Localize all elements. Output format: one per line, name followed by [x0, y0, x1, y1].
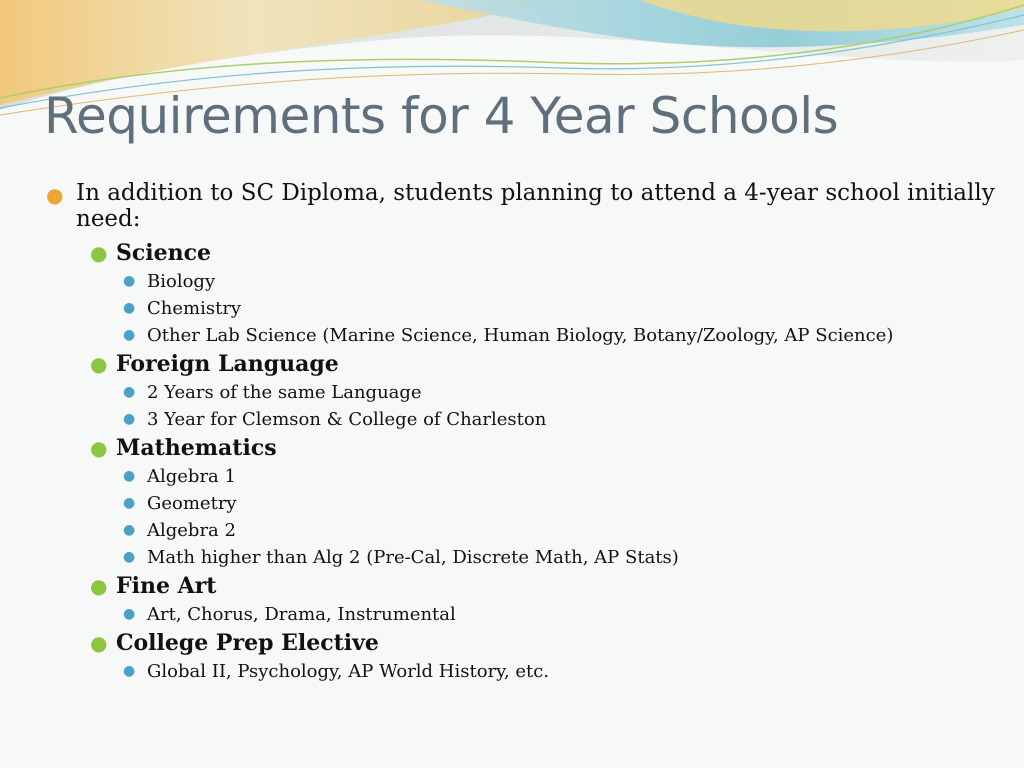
blue-bullet-icon: ●: [123, 273, 136, 289]
blue-bullet-icon: ●: [123, 495, 136, 511]
section-heading-label: Mathematics: [116, 435, 277, 461]
section-heading-fine-art: [90, 571, 996, 601]
blue-bullet-icon: ●: [123, 606, 136, 622]
slide-title: Requirements for 4 Year Schools: [44, 87, 839, 145]
section-heading-label: Foreign Language: [116, 351, 339, 377]
blue-bullet-icon: ●: [123, 468, 136, 484]
intro-text: In addition to SC Diploma, students planning to attend a 4-year school initially need:: [76, 180, 995, 232]
list-item: [123, 601, 996, 628]
green-bullet-icon: ●: [90, 241, 108, 265]
blue-bullet-icon: ●: [123, 300, 136, 316]
green-bullet-icon: ●: [90, 436, 108, 460]
list-item-label: Geometry: [147, 493, 237, 514]
list-item: [123, 490, 996, 517]
green-bullet-icon: ●: [90, 631, 108, 655]
green-bullet-icon: ●: [90, 574, 108, 598]
section-heading-label: Fine Art: [116, 573, 217, 599]
slide-content: [46, 180, 996, 685]
list-item: [123, 517, 996, 544]
blue-bullet-icon: ●: [123, 411, 136, 427]
list-item-label: 3 Year for Clemson & College of Charleston: [147, 409, 547, 430]
green-bullet-icon: ●: [90, 352, 108, 376]
list-item-label: Biology: [147, 271, 216, 292]
list-item-label: Art, Chorus, Drama, Instrumental: [147, 604, 456, 625]
list-item: [123, 268, 996, 295]
blue-bullet-icon: ●: [123, 384, 136, 400]
list-item-label: Math higher than Alg 2 (Pre-Cal, Discrete Math, AP Stats): [147, 547, 679, 568]
list-item: [123, 322, 996, 349]
section-heading-foreign-language: [90, 349, 996, 379]
list-item-label: Global II, Psychology, AP World History, etc.: [147, 661, 550, 682]
section-heading-science: [90, 238, 996, 268]
list-item-label: Algebra 1: [147, 466, 236, 487]
intro-bullet: [46, 180, 996, 232]
blue-bullet-icon: ●: [123, 522, 136, 538]
blue-bullet-icon: ●: [123, 549, 136, 565]
blue-bullet-icon: ●: [123, 663, 136, 679]
list-item: [123, 463, 996, 490]
list-item: [123, 295, 996, 322]
list-item-label: Other Lab Science (Marine Science, Human Biology, Botany/Zoology, AP Science): [147, 325, 894, 346]
list-item-label: Chemistry: [147, 298, 242, 319]
list-item: [123, 406, 996, 433]
blue-bullet-icon: ●: [123, 327, 136, 343]
section-heading-mathematics: [90, 433, 996, 463]
section-heading-label: College Prep Elective: [116, 630, 379, 656]
list-item-label: 2 Years of the same Language: [147, 382, 422, 403]
section-heading-label: Science: [116, 240, 212, 266]
list-item: [123, 379, 996, 406]
orange-bullet-icon: ●: [46, 183, 64, 207]
list-item: [123, 544, 996, 571]
list-item-label: Algebra 2: [147, 520, 236, 541]
section-heading-college-prep-elective: [90, 628, 996, 658]
list-item: [123, 658, 996, 685]
